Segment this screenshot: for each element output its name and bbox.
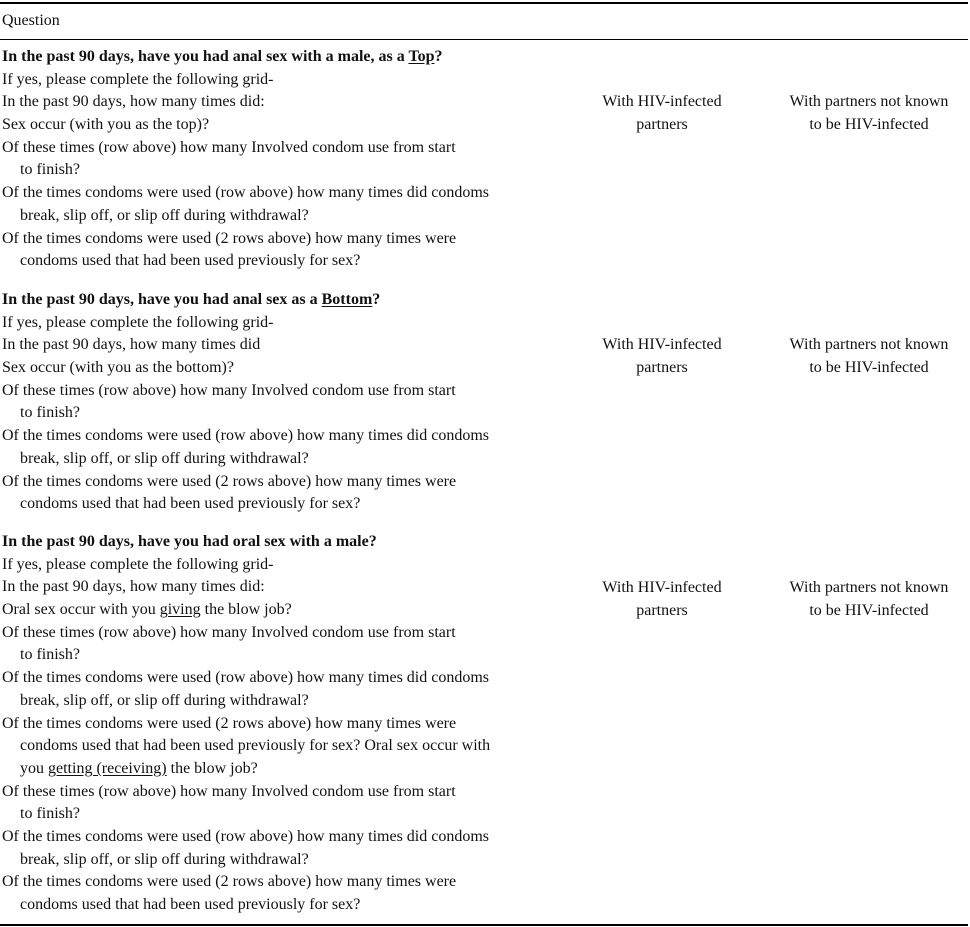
question-text xyxy=(0,289,968,516)
question-line: In the past 90 days, how many times did: xyxy=(2,578,265,596)
column-hiv-infected xyxy=(580,576,744,622)
column-label: With partners not known xyxy=(789,336,949,353)
header-rule xyxy=(0,39,968,40)
question-line: Of the times condoms were used (row above) how many times did condoms xyxy=(2,827,490,845)
line-text: the blow job? xyxy=(166,759,258,777)
question-line: If yes, please complete the following grid- xyxy=(2,313,274,331)
question-line: Of these times (row above) how many Involved condom use from start xyxy=(2,782,456,800)
title-underlined: Top xyxy=(408,48,435,65)
question-line: to finish? xyxy=(20,646,80,664)
question-line: Of the times condoms were used (2 rows above) how many times were xyxy=(2,229,457,247)
section-title xyxy=(0,46,968,69)
title-end: ? xyxy=(372,291,381,308)
question-line: Of the times condoms were used (row above) how many times did condoms xyxy=(2,669,490,687)
title-text: In the past 90 days, have you had anal sex with a male, as a xyxy=(2,48,409,65)
column-header-question: Question xyxy=(2,12,60,29)
question-line: condoms used that had been used previously for sex? xyxy=(20,495,361,513)
column-label: partners xyxy=(636,359,688,376)
column-label: With partners not known xyxy=(789,579,949,596)
question-line: Of these times (row above) how many Involved condom use from start xyxy=(2,381,456,399)
column-label: With HIV-infected xyxy=(602,579,722,596)
section-anal-top xyxy=(0,46,968,273)
section-title xyxy=(0,289,968,312)
column-not-known xyxy=(770,333,968,379)
line-text: you xyxy=(20,759,48,777)
underlined-text: giving xyxy=(159,601,201,619)
question-line: Of these times (row above) how many Involved condom use from start xyxy=(2,138,456,156)
question-line xyxy=(0,758,968,781)
question-line: Of the times condoms were used (row above) how many times did condoms xyxy=(2,184,490,202)
section-anal-bottom xyxy=(0,289,968,516)
question-line: break, slip off, or slip off during withdrawal? xyxy=(20,206,309,224)
question-line: Sex occur (with you as the top)? xyxy=(2,116,210,134)
column-not-known xyxy=(770,90,968,136)
question-line: break, slip off, or slip off during withdrawal? xyxy=(20,850,309,868)
column-label: to be HIV-infected xyxy=(809,359,929,376)
table-bottom-rule xyxy=(0,924,968,926)
column-label: partners xyxy=(636,602,688,619)
question-line: to finish? xyxy=(20,161,80,179)
title-end: ? xyxy=(434,48,443,65)
column-hiv-infected xyxy=(580,333,744,379)
line-text: the blow job? xyxy=(200,601,292,619)
title-text: In the past 90 days, have you had anal sex as a xyxy=(2,291,322,308)
question-text xyxy=(0,46,968,273)
line-text: Oral sex occur with you xyxy=(2,601,160,619)
underlined-text: getting (receiving) xyxy=(48,759,167,777)
question-line: condoms used that had been used previously for sex? xyxy=(20,252,361,270)
section-title: In the past 90 days, have you had oral sex with a male? xyxy=(2,533,377,550)
question-line: condoms used that had been used previously for sex? Oral sex occur with xyxy=(20,737,491,755)
question-line: Of the times condoms were used (2 rows above) how many times were xyxy=(2,714,457,732)
column-hiv-infected xyxy=(580,90,744,136)
question-line: If yes, please complete the following grid- xyxy=(2,555,274,573)
column-not-known xyxy=(770,576,968,622)
question-line: break, slip off, or slip off during withdrawal? xyxy=(20,691,309,709)
question-line: Of these times (row above) how many Involved condom use from start xyxy=(2,623,456,641)
question-line: In the past 90 days, how many times did xyxy=(2,336,261,354)
column-label: With partners not known xyxy=(789,93,949,110)
question-line: to finish? xyxy=(20,404,80,422)
question-line: to finish? xyxy=(20,805,80,823)
question-line: In the past 90 days, how many times did: xyxy=(2,93,265,111)
question-line: Of the times condoms were used (2 rows above) how many times were xyxy=(2,472,457,490)
title-underlined: Bottom xyxy=(321,291,373,308)
question-line: Of the times condoms were used (row above) how many times did condoms xyxy=(2,427,490,445)
question-line: condoms used that had been used previously for sex? xyxy=(20,896,361,913)
column-label: With HIV-infected xyxy=(602,93,722,110)
column-label: to be HIV-infected xyxy=(809,116,929,133)
section-oral xyxy=(0,531,968,917)
column-label: With HIV-infected xyxy=(602,336,722,353)
question-line: Of the times condoms were used (2 rows above) how many times were xyxy=(2,873,457,891)
question-line: If yes, please complete the following grid- xyxy=(2,70,274,88)
table-top-rule xyxy=(0,2,968,4)
question-line: Sex occur (with you as the bottom)? xyxy=(2,359,234,377)
question-line: break, slip off, or slip off during withdrawal? xyxy=(20,449,309,467)
column-label: to be HIV-infected xyxy=(809,602,929,619)
column-label: partners xyxy=(636,116,688,133)
